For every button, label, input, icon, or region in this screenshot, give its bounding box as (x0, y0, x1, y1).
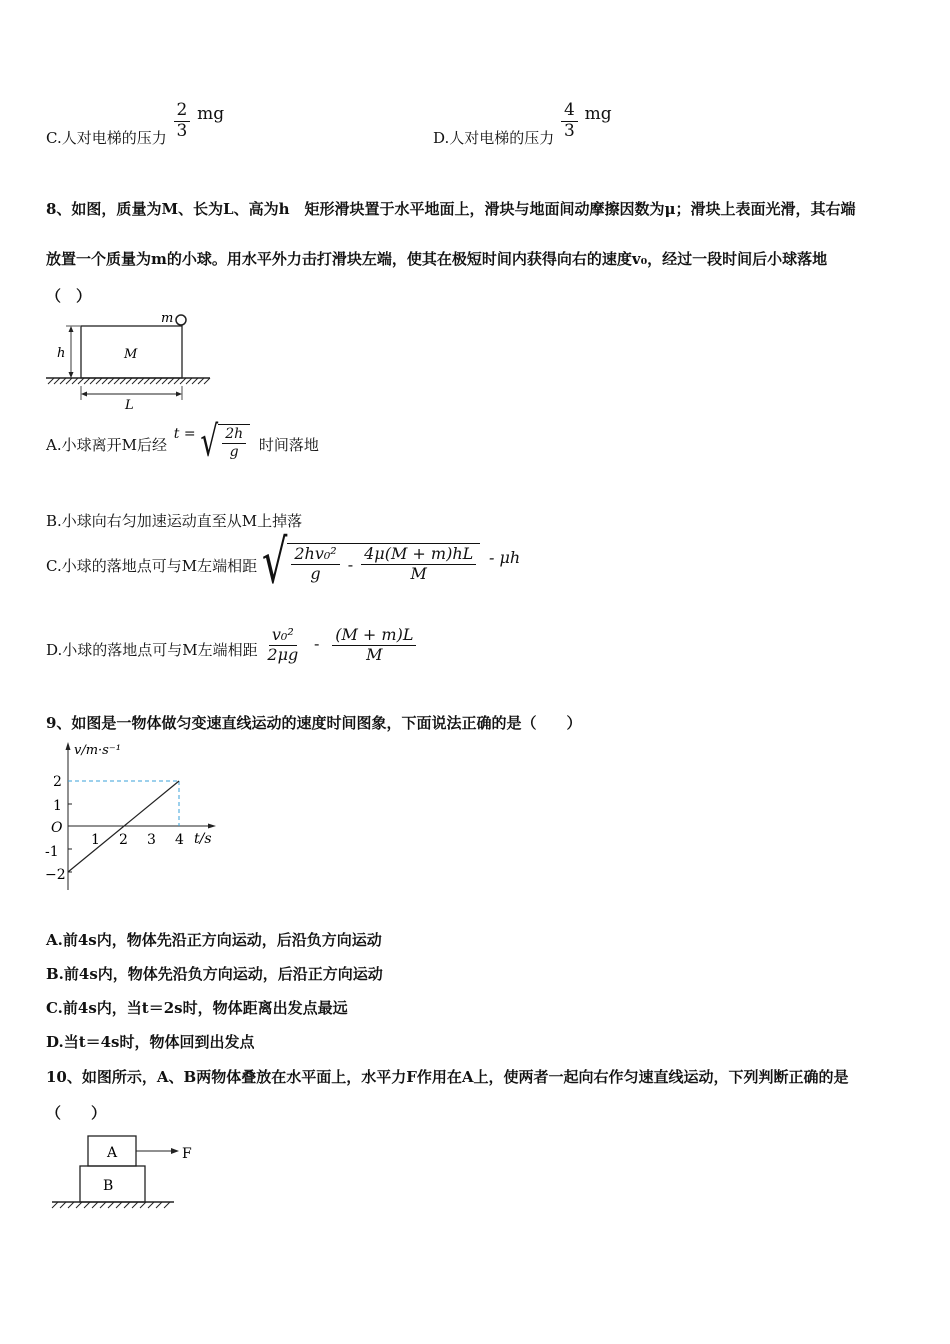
fraction: $\frac{4}{3}$ (561, 102, 578, 141)
q8-option-b: B.小球向右匀加速运动直至从M上掉落 (46, 512, 303, 530)
sqrt-expression: √ $\frac{\text{2hv₀²}}{g}$ - $\frac{4\mu(M + m)hL}{M}$ (262, 543, 480, 583)
q9-option-c: C.前4s内，当t＝2s时，物体距离出发点最远 (46, 999, 348, 1017)
label-M: M (124, 347, 138, 362)
y-axis-label: v/m·s⁻¹ (74, 743, 121, 758)
q9-option-d: D.当t＝4s时，物体回到出发点 (46, 1033, 255, 1051)
q9-option-b: B.前4s内，物体先沿负方向运动，后沿正方向运动 (46, 965, 383, 983)
q10-stacked-blocks-figure (44, 1128, 214, 1218)
x-tick-label: 2 (119, 832, 128, 848)
q7-option-d: D.人对电梯的压力 $\frac{4}{3}$ mg (433, 100, 612, 148)
ground-hatch (48, 378, 210, 384)
q8-stem-line1: 8、如图，质量为M、长为L、高为h 矩形滑块置于水平地面上，滑块与地面间动摩擦因数为μ；滑块上表面光滑，其右端 (46, 200, 856, 218)
label-h: h (57, 346, 66, 361)
q8-option-a: A.小球离开M后经 t = √ $\frac{2h}{g}$ 时间落地 (46, 416, 319, 466)
label-B: B (103, 1178, 114, 1194)
label-F: F (182, 1146, 192, 1162)
label-m: m (161, 311, 174, 326)
q10-stem-line2: （ ） (46, 1104, 107, 1122)
y-tick-label: −2 (45, 867, 66, 883)
x-tick-label: 3 (147, 832, 156, 848)
x-tick-label: 1 (91, 832, 100, 848)
y-tick-label: -1 (45, 844, 59, 860)
origin-label: O (51, 820, 63, 836)
q8-option-c: C.小球的落地点可与M左端相距 √ $\frac{\text{2hv₀²}}{g}$ - $\frac{4\mu(M + m)hL}{M}$ - μh (46, 528, 521, 598)
y-tick-label: 1 (53, 798, 62, 814)
x-tick-label: 4 (175, 832, 184, 848)
q8-stem-line3: （ ） (46, 287, 92, 305)
q8-block-figure (40, 308, 220, 418)
label-A: A (107, 1145, 118, 1161)
q9-stem: 9、如图是一物体做匀变速直线运动的速度时间图象，下面说法正确的是（ ） (46, 714, 582, 732)
label-L: L (125, 398, 134, 413)
q8-stem-line2: 放置一个质量为m的小球。用水平外力击打滑块左端，使其在极短时间内获得向右的速度v₀，经过一段时间后小球落地 (46, 250, 828, 268)
ground-hatch (52, 1202, 170, 1208)
ball-m (176, 315, 186, 325)
q9-option-a: A.前4s内，物体先沿正方向运动，后沿负方向运动 (46, 931, 382, 949)
y-tick-label: 2 (53, 774, 62, 790)
q9-velocity-time-graph (40, 740, 230, 900)
q8-option-d: D.小球的落地点可与M左端相距 $\frac{\text{v₀²}}{2\mu g}$ - $\frac{(M + m)L}{M}$ (46, 627, 418, 664)
sqrt-expression: √ $\frac{2h}{g}$ (200, 424, 250, 459)
fraction: $\frac{2}{3}$ (174, 102, 191, 141)
q7-option-c: C.人对电梯的压力 $\frac{2}{3}$ mg (46, 100, 225, 148)
q10-stem-line1: 10、如图所示，A、B两物体叠放在水平面上，水平力F作用在A上，使两者一起向右作匀速直线运动，下列判断正确的是 (46, 1068, 849, 1086)
x-axis-label: t/s (194, 831, 212, 847)
